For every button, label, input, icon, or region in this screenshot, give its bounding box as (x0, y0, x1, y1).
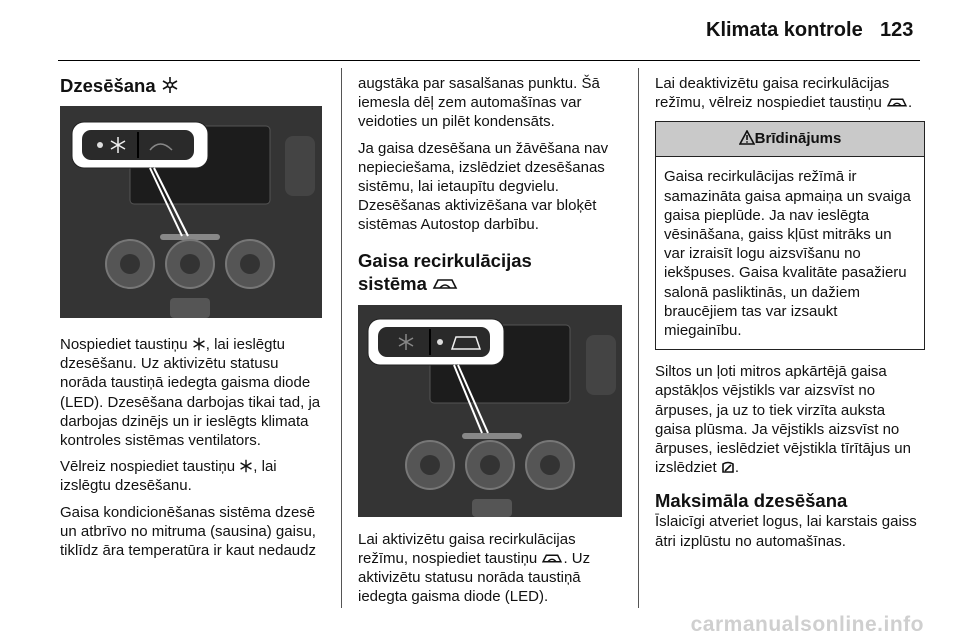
page-number: 123 (880, 19, 914, 41)
snowflake-icon (239, 459, 253, 473)
paragraph: Vēlreiz nospiediet taustiņu , lai izslēgtu dzesēšanu. (60, 458, 277, 495)
section-title: Klimata kontrole (706, 19, 863, 41)
column-1 (60, 74, 328, 567)
footer (0, 610, 960, 642)
paragraph: Ja gaisa dzesēšana un žāvēšana nav nepieciešama, izslēdziet dzesēšanas sistēmu, lai ietaupītu degvielu. Dzesēšanas aktivizēšana var bloķēt sistēmas Autostop darbību. (358, 139, 609, 234)
snowflake-icon (192, 337, 206, 351)
column-2 (358, 74, 628, 613)
column-divider (341, 68, 342, 608)
paragraph: augstāka par sasalšanas punktu. Šā iemesla dēļ zem automašīnas var veidoties un pilēt kondensāts. (358, 75, 600, 131)
column-3 (655, 74, 925, 558)
heading-recirculation: Gaisa recirkulācijas sistēma (358, 249, 532, 294)
recirculation-icon (886, 96, 908, 109)
warning-box (655, 121, 925, 350)
header-rule (58, 60, 920, 61)
recirculation-icon (541, 552, 563, 565)
page-header (0, 0, 960, 60)
heading-max-cooling: Maksimāla dzesēšana (655, 490, 848, 512)
paragraph: Īslaicīgi atveriet logus, lai karstais gaiss ātri izplūstu no automašīnas. (655, 513, 917, 550)
warning-text: Gaisa recirkulācijas režīmā ir samazināta gaisa apmaiņa un svaiga gaisa pieplūde. Ja nav ieslēgta vēsināšana, gaiss kļūst mitrāks un var izraisīt logu aizsvīšanu no iekšpuses. Gaisa kvalitāte pasažieru salonā pasliktinās, un dažiem braucējiem tas var izsaukt miegainību. (664, 168, 911, 340)
recirculation-button-photo (358, 305, 622, 517)
heading-cooling (60, 74, 328, 97)
warning-triangle-icon (739, 130, 755, 145)
heading-cooling-text: Dzesēšana (60, 75, 156, 96)
warning-header: Brīdinājums (656, 122, 924, 157)
ac-button-photo (60, 106, 322, 318)
watermark: carmanualsonline.info (690, 613, 924, 636)
windshield-wiper-icon (721, 460, 735, 474)
paragraph: Nospiediet taustiņu , lai ieslēgtu dzesēšanu. Uz aktivizētu statusu norāda taustiņā iedegta gaisma diode (LED). Dzesēšana darbojas tikai tad, ja darbojas dzinējs un ir ieslēgts klimata kontroles sistēmas ventilators. (60, 336, 321, 450)
snowflake-icon (161, 76, 179, 94)
paragraph: Lai aktivizētu gaisa recirkulācijas režīmu, nospiediet taustiņu . Uz aktivizētu statusu norāda taustiņā iedegta gaisma diode (LED). (358, 530, 591, 606)
paragraph: Lai deaktivizētu gaisa recirkulācijas režīmu, vēlreiz nospiediet taustiņu . (655, 75, 913, 112)
paragraph: Siltos un ļoti mitros apkārtējā gaisa apstākļos vējstikls var aizsvīst no ārpuses, ja uz to tiek virzīta auksta gaisa plūsma. Ja vējstikls aizsvīst no ārpuses, ieslēdziet vējstikla tīrītājus un izslēdziet . (655, 363, 911, 477)
paragraph: Gaisa kondicionēšanas sistēma dzesē un atbrīvo no mitruma (sausina) gaisu, tiklīdz āra temperatūra ir kaut nedaudz (60, 503, 316, 560)
column-divider (638, 68, 639, 608)
recirculation-icon (432, 276, 458, 292)
